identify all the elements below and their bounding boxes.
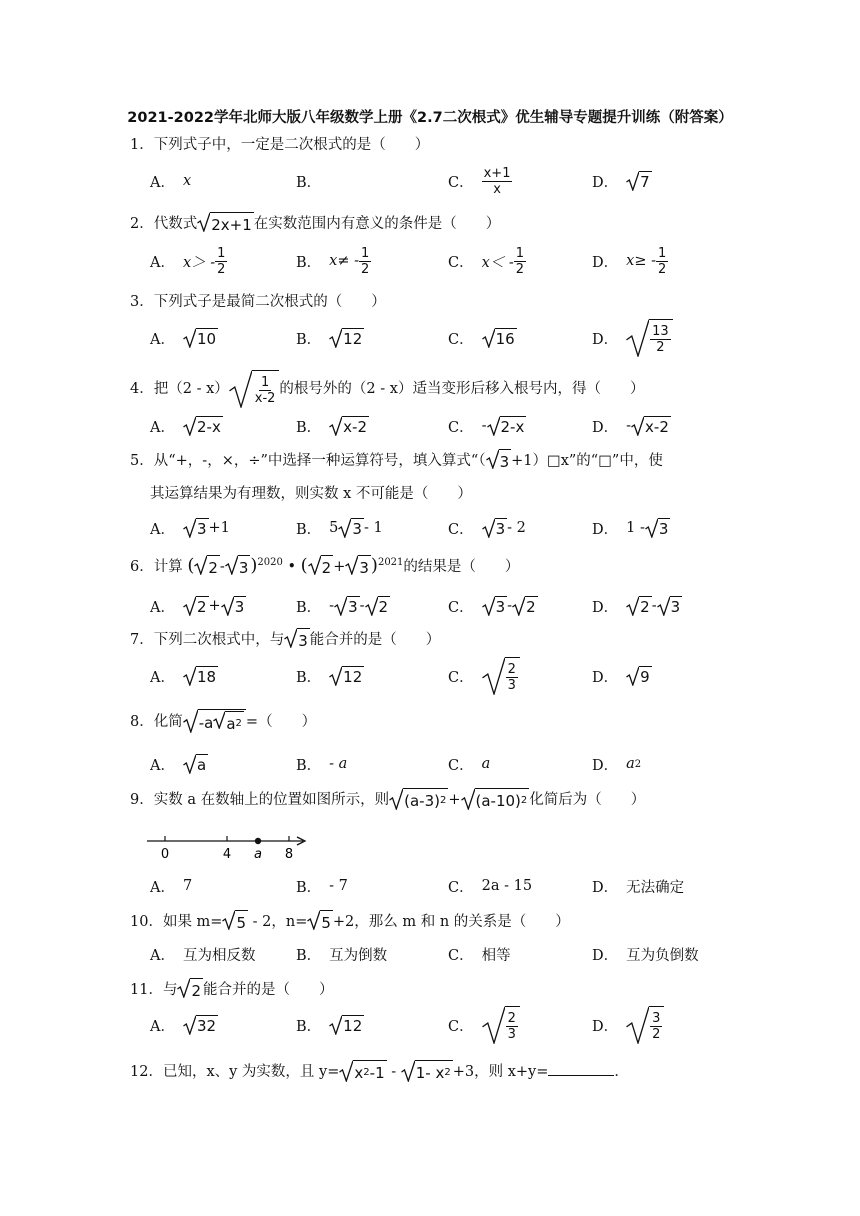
radical-sign-icon xyxy=(329,328,342,348)
fraction: $\frac{2}{3}$ xyxy=(507,1010,516,1042)
radical-sign-icon xyxy=(645,518,658,538)
radical-sign-icon xyxy=(213,711,225,729)
radical-sign-icon xyxy=(329,1015,342,1035)
radical-sign-icon xyxy=(334,596,347,616)
radical-sign-icon xyxy=(177,978,190,998)
option-d[interactable]: D． x≥ - $\frac{1}{2}$ xyxy=(592,245,667,277)
radical-sign-icon xyxy=(389,788,403,810)
radical-sign-icon xyxy=(401,1060,415,1082)
radical: 9 xyxy=(626,666,652,686)
radical-sign-icon xyxy=(486,449,499,469)
option-d[interactable]: D． 9 xyxy=(592,668,650,686)
question-12-stem: 12．已知，x、y 为实数，且 y= x 2 -1 - 1- x 2 +3，则 x+y= ． xyxy=(130,1060,629,1084)
question-9-stem: 9．实数 a 在数轴上的位置如图所示，则 (a-3) 2 + (a-10) 2 化简后为（ ） xyxy=(130,788,645,812)
radical-sign-icon xyxy=(339,1060,353,1082)
question-1-stem: 1．下列式子中，一定是二次根式的是（ ） xyxy=(130,137,430,153)
question-10-stem: 10．如果 m= 5 - 2，n= 5 +2，那么 m 和 n 的关系是（ ） xyxy=(130,910,570,934)
radical-sign-icon xyxy=(183,518,196,538)
radical xyxy=(482,1006,520,1044)
option-c[interactable]: C． 3 - 2 xyxy=(448,598,536,616)
option-d[interactable]: D． - x-2 xyxy=(592,418,669,436)
radical: 3 xyxy=(225,555,251,579)
option-a[interactable]: A． a xyxy=(150,756,207,774)
radical: 5 xyxy=(222,910,248,934)
radical: 3 xyxy=(338,518,364,538)
radical: 12 xyxy=(329,328,364,348)
radical-sign-icon xyxy=(626,319,649,357)
option-c[interactable]: C． 16 xyxy=(448,330,515,348)
radical-sign-icon xyxy=(338,518,351,538)
radical-sign-icon xyxy=(626,596,639,616)
option-b[interactable]: B． - 7 xyxy=(296,878,348,896)
question-2-options xyxy=(150,239,750,283)
question-2-stem: 2．代数式 2x+1 在实数范围内有意义的条件是（ ） xyxy=(130,212,500,236)
radical: 3 xyxy=(482,518,508,538)
radical: 2 xyxy=(365,596,391,616)
radical: (a-3) 2 xyxy=(389,788,448,812)
option-a[interactable]: A． x＞ - $\frac{1}{2}$ xyxy=(150,245,226,277)
option-d[interactable]: D． $\frac{3}{2}$ xyxy=(592,1003,664,1047)
radical-sign-icon xyxy=(183,1015,196,1035)
question-3-options xyxy=(150,316,750,360)
number-line xyxy=(145,828,315,862)
radical: 3 xyxy=(221,596,247,616)
radical-sign-icon xyxy=(183,328,196,348)
radical: x-2 xyxy=(631,416,671,436)
option-d[interactable]: D． a 2 xyxy=(592,756,642,774)
radical-sign-icon xyxy=(307,910,320,930)
radical-sign-icon xyxy=(183,709,198,733)
radical-sign-icon xyxy=(329,666,342,686)
option-d[interactable]: D． 1 - 3 xyxy=(592,520,669,538)
option-b[interactable]: B． 互为倒数 xyxy=(296,947,388,964)
option-a[interactable]: A． 18 xyxy=(150,668,217,686)
radical-sign-icon xyxy=(225,555,238,575)
radical-sign-icon xyxy=(183,416,196,436)
question-1-options xyxy=(150,159,750,203)
radical: 3 xyxy=(645,518,671,538)
radical-sign-icon xyxy=(308,555,321,575)
question-5-options xyxy=(150,506,750,550)
option-c[interactable]: C． a xyxy=(448,756,491,774)
question-8-stem: 8．化简 -a a 2 =（ ） xyxy=(130,709,316,735)
question-6-stem: 6．计算 ( 2 - 3 )$^{2020}$ • ( 2 + 3 )$^{2021}$的结果是（ ） xyxy=(130,554,520,577)
option-b[interactable]: B． 12 xyxy=(296,668,363,686)
radical-sign-icon xyxy=(482,518,495,538)
radical-sign-icon xyxy=(482,1006,505,1044)
radical: 2-x xyxy=(183,416,223,436)
option-c[interactable]: C． - 2-x xyxy=(448,418,525,436)
radical-sign-icon xyxy=(482,328,495,348)
question-4-options xyxy=(150,404,750,448)
question-7-options xyxy=(150,654,750,698)
radical: 5 xyxy=(307,910,333,934)
radical: -a a 2 xyxy=(183,709,246,735)
radical: 7 xyxy=(626,171,652,191)
option-b[interactable]: B． - a xyxy=(296,756,348,774)
option-b[interactable]: B． 12 xyxy=(296,1017,363,1035)
option-d[interactable]: D． 2 - 3 xyxy=(592,598,681,616)
radical-sign-icon xyxy=(194,555,207,575)
radical-sign-icon xyxy=(461,788,475,810)
tick-label: 0 xyxy=(160,847,170,862)
option-b[interactable]: B． 5 3 - 1 xyxy=(296,520,383,538)
question-8-options xyxy=(150,742,750,786)
radical: 3 xyxy=(486,449,512,473)
radical: 18 xyxy=(183,666,218,686)
radical: (a-10) 2 xyxy=(461,788,530,812)
radical: x 2 -1 xyxy=(339,1060,386,1084)
radical: 2 xyxy=(194,555,220,579)
question-5-stem-line2: 其运算结果为有理数，则实数 x 不可能是（ ） xyxy=(150,486,472,502)
radical: 2 xyxy=(177,978,203,1002)
fraction: $\frac{13}{2}$ xyxy=(652,323,669,355)
option-a[interactable]: A． x xyxy=(150,173,192,191)
radical-sign-icon xyxy=(487,416,500,436)
radical-sign-icon xyxy=(626,1006,649,1044)
option-c[interactable]: C． x＜ - $\frac{1}{2}$ xyxy=(448,245,525,277)
radical xyxy=(626,1006,664,1044)
radical-sign-icon xyxy=(183,754,196,774)
radical: 3 xyxy=(284,628,310,652)
question-4-stem: 4．把（2 - x） $\frac{1}{x-2}$ 的根号外的（2 - x）适当变形后移入根号内，得（ ） xyxy=(130,370,644,408)
radical xyxy=(229,370,280,408)
radical-sign-icon xyxy=(345,555,358,575)
question-11-stem: 11．与 2 能合并的是（ ） xyxy=(130,978,334,1002)
fraction: $\frac{3}{2}$ xyxy=(652,1010,661,1042)
fraction: $\frac{1}{2}$ xyxy=(361,245,370,277)
radical-sign-icon xyxy=(482,657,505,695)
fraction: $\frac{2}{3}$ xyxy=(507,661,516,693)
radical-sign-icon xyxy=(631,416,644,436)
radical: 2 xyxy=(512,596,538,616)
option-c[interactable]: C． 相等 xyxy=(448,947,511,964)
radical: 2 xyxy=(308,555,334,579)
tick-label: 4 xyxy=(222,847,232,862)
radical-sign-icon xyxy=(365,596,378,616)
radical-sign-icon xyxy=(183,596,196,616)
radical xyxy=(482,657,520,695)
option-c[interactable]: C． $\frac{2}{3}$ xyxy=(448,1003,520,1047)
option-d[interactable]: D． 无法确定 xyxy=(592,879,685,896)
radical-sign-icon xyxy=(183,666,196,686)
radical: 2 xyxy=(183,596,209,616)
fraction: $\frac{1}{x-2}$ xyxy=(254,374,276,406)
radical: a xyxy=(183,754,208,774)
option-c[interactable]: C． 2a - 15 xyxy=(448,878,533,896)
option-a[interactable]: A． 互为相反数 xyxy=(150,947,256,964)
radical-sign-icon xyxy=(284,628,297,648)
radical-sign-icon xyxy=(657,596,670,616)
option-a[interactable]: A． 3 +1 xyxy=(150,520,230,538)
radical: 12 xyxy=(329,1015,364,1035)
option-a[interactable]: A． 7 xyxy=(150,878,193,896)
radical-sign-icon xyxy=(229,370,252,408)
radical xyxy=(626,319,673,357)
option-c[interactable]: C． $\frac{2}{3}$ xyxy=(448,654,520,698)
option-b[interactable]: B． x≠ - $\frac{1}{2}$ xyxy=(296,245,370,277)
option-b[interactable]: B． 12 xyxy=(296,330,363,348)
radical: 3 xyxy=(334,596,360,616)
radical: 3 xyxy=(345,555,371,579)
option-a[interactable]: A． 32 xyxy=(150,1017,217,1035)
radical: 16 xyxy=(482,328,517,348)
question-9-options xyxy=(150,864,750,908)
fraction: $\frac{1}{2}$ xyxy=(217,245,226,277)
option-d[interactable]: D． $\frac{13}{2}$ xyxy=(592,316,673,360)
radical-sign-icon xyxy=(222,910,235,930)
answer-blank[interactable] xyxy=(548,1061,614,1076)
radical: x-2 xyxy=(329,416,369,436)
option-b[interactable]: B． - 3 - 2 xyxy=(296,598,389,616)
page-title: 2021-2022学年北师大版八年级数学上册《2.7二次根式》优生辅导专题提升训练（附答案） xyxy=(127,110,733,126)
tick-label: a xyxy=(254,847,262,862)
radical-sign-icon xyxy=(512,596,525,616)
radical: 32 xyxy=(183,1015,218,1035)
radical: 12 xyxy=(329,666,364,686)
fraction: $\frac{1}{2}$ xyxy=(657,245,667,277)
option-b[interactable]: B． xyxy=(296,174,322,191)
radical: 2x+1 xyxy=(197,212,254,236)
radical: a 2 xyxy=(213,711,244,735)
tick-label: 8 xyxy=(284,847,294,862)
fraction: $\frac{x+1}{x}$ xyxy=(483,165,511,197)
option-d[interactable]: D． 互为负倒数 xyxy=(592,947,699,964)
question-3-stem: 3．下列式子是最简二次根式的（ ） xyxy=(130,294,386,310)
option-c[interactable]: C． 3 - 2 xyxy=(448,520,526,538)
question-11-options xyxy=(150,1003,750,1047)
question-10-options xyxy=(150,932,750,976)
radical: 3 xyxy=(482,596,508,616)
option-a[interactable]: A． 10 xyxy=(150,330,217,348)
question-6-options xyxy=(150,584,750,628)
option-b[interactable]: B． x-2 xyxy=(296,418,367,436)
radical-sign-icon xyxy=(482,596,495,616)
radical: 1- x 2 xyxy=(401,1060,453,1084)
radical-sign-icon xyxy=(626,171,639,191)
radical: 2-x xyxy=(487,416,527,436)
radical: 3 xyxy=(183,518,209,538)
question-5-stem: 5．从“+，-，×，÷”中选择一种运算符号，填入算式“（ 3 +1）□x”的“□”中，使 xyxy=(130,449,663,473)
question-7-stem: 7．下列二次根式中，与 3 能合并的是（ ） xyxy=(130,628,440,652)
radical-sign-icon xyxy=(197,212,210,232)
option-d[interactable]: D． 7 xyxy=(592,173,650,191)
option-a[interactable]: A． 2-x xyxy=(150,418,221,436)
radical-sign-icon xyxy=(221,596,234,616)
option-a[interactable]: A． 2 + 3 xyxy=(150,598,245,616)
radical: 3 xyxy=(657,596,683,616)
radical: 2 xyxy=(626,596,652,616)
point-a xyxy=(255,838,261,844)
radical-sign-icon xyxy=(329,416,342,436)
radical: 10 xyxy=(183,328,218,348)
radical-sign-icon xyxy=(626,666,639,686)
option-c[interactable]: C． $\frac{x+1}{x}$ xyxy=(448,165,511,197)
fraction: $\frac{1}{2}$ xyxy=(515,245,525,277)
